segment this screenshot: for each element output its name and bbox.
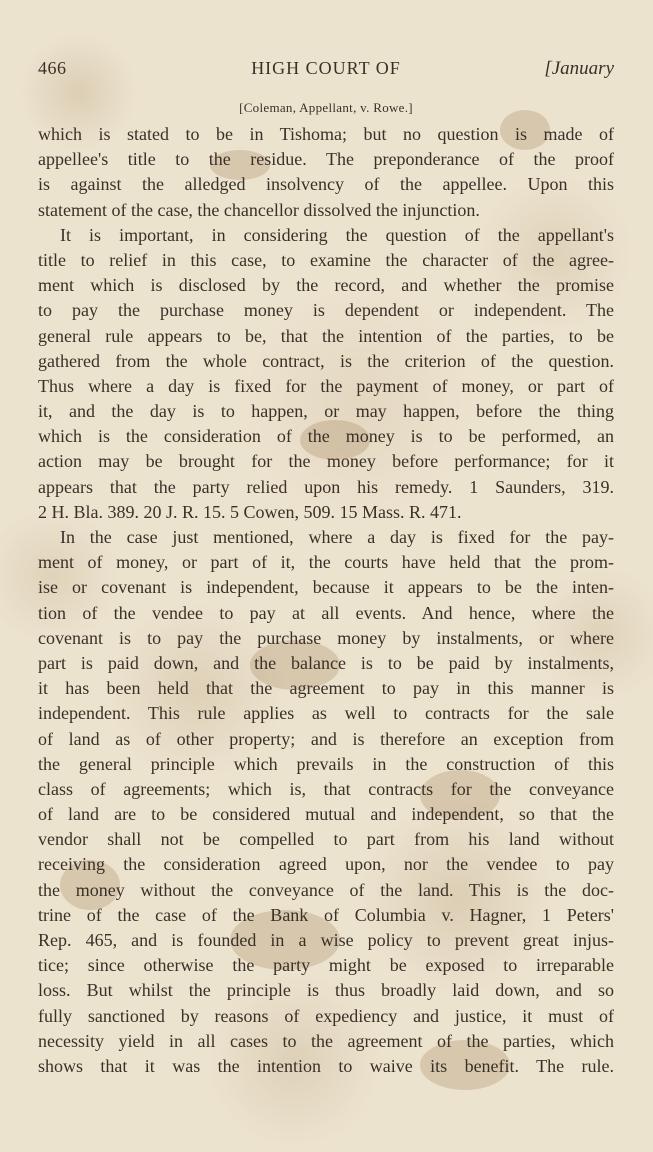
text-line: necessity yield in all cases to the agreement of the parties, which	[38, 1030, 614, 1051]
paragraph	[38, 223, 614, 525]
text-line: the money without the conveyance of the land. This is the doc-	[38, 879, 614, 900]
paragraph	[38, 525, 614, 1079]
text-line: appears that the party relied upon his remedy. 1 Saunders, 319.	[38, 476, 614, 497]
text-line: is against the alledged insolvency of the appellee. Upon this	[38, 174, 614, 195]
page-number: 466	[38, 58, 67, 78]
text-line: to pay the purchase money is dependent or independent. The	[38, 300, 614, 321]
text-line: appellee's title to the residue. The preponderance of the proof	[38, 149, 614, 170]
text-line: Rep. 465, and is founded in a wise policy to prevent great injus-	[38, 930, 614, 950]
book-page	[38, 56, 614, 1079]
text-line: of land are to be considered mutual and independent, so that the	[38, 804, 614, 825]
text-line: independent. This rule applies as well to contracts for the sale	[38, 703, 614, 724]
text-line: general rule appears to be, that the intention of the parties, to be	[38, 325, 614, 346]
text-line: class of agreements; which is, that contracts for the conveyance	[38, 778, 614, 799]
text-line: statement of the case, the chancellor dissolved the injunction.	[38, 199, 480, 220]
term-label: [January	[544, 58, 614, 79]
text-line: shows that it was the intention to waive its benefit. The rule.	[38, 1055, 614, 1076]
text-line: tice; since otherwise the party might be exposed to irreparable	[38, 955, 614, 976]
text-line: which is the consideration of the money is to be performed, an	[38, 426, 614, 447]
case-caption: [Coleman, Appellant, v. Rowe.]	[239, 100, 413, 115]
text-line: action may be brought for the money before performance; for it	[38, 451, 614, 472]
text-line: 2 H. Bla. 389. 20 J. R. 15. 5 Cowen, 509. 15 Mass. R. 471.	[38, 501, 462, 522]
text-line: ment which is disclosed by the record, and whether the promise	[38, 275, 614, 296]
text-line: title to relief in this case, to examine the character of the agree-	[38, 249, 614, 270]
paragraph	[38, 122, 614, 223]
text-line: loss. But whilst the principle is thus broadly laid down, and so	[38, 980, 614, 1001]
text-line: which is stated to be in Tishoma; but no question is made of	[38, 124, 614, 144]
text-line: ise or covenant is independent, because it appears to be the inten-	[38, 577, 614, 598]
text-line: receiving the consideration agreed upon, nor the vendee to pay	[38, 854, 614, 875]
court-title: HIGH COURT OF	[251, 58, 401, 78]
text-line: fully sanctioned by reasons of expediency and justice, it must of	[38, 1005, 614, 1026]
text-line: it, and the day is to happen, or may happen, before the thing	[38, 401, 614, 422]
text-line: vendor shall not be compelled to part from his land without	[38, 829, 614, 850]
body-text	[38, 122, 614, 1079]
text-line: it has been held that the agreement to pay in this manner is	[38, 678, 614, 699]
text-line: Thus where a day is fixed for the payment of money, or part of	[38, 375, 614, 396]
text-line: In the case just mentioned, where a day is fixed for the pay-	[60, 527, 614, 547]
text-line: It is important, in considering the question of the appellant's	[60, 224, 614, 245]
text-line: part is paid down, and the balance is to be paid by instalments,	[38, 652, 614, 673]
text-line: of land as of other property; and is therefore an exception from	[38, 728, 614, 749]
text-line: gathered from the whole contract, is the criterion of the question.	[38, 350, 614, 371]
running-head	[38, 56, 614, 84]
text-line: covenant is to pay the purchase money by instalments, or where	[38, 627, 614, 648]
text-line: ment of money, or part of it, the courts have held that the prom-	[38, 552, 614, 573]
text-line: trine of the case of the Bank of Columbia v. Hagner, 1 Peters'	[38, 904, 614, 925]
text-line: tion of the vendee to pay at all events. And hence, where the	[38, 602, 614, 623]
text-line: the general principle which prevails in the construction of this	[38, 753, 614, 774]
